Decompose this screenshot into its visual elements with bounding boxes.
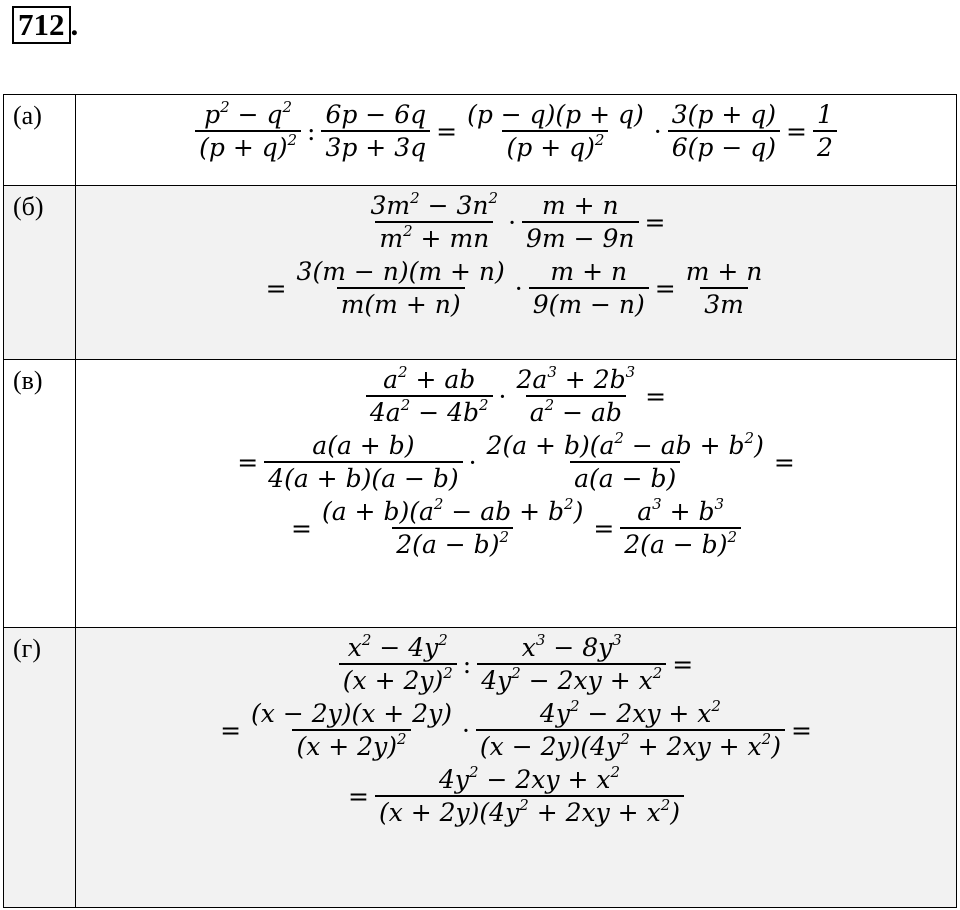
fraction-numerator: m + n — [541, 191, 619, 220]
row-label: (б) — [4, 186, 76, 360]
operator: = — [773, 447, 795, 477]
problem-number-box: 712 — [12, 6, 71, 44]
fraction-denominator: m(m + n) — [337, 287, 465, 319]
fraction-denominator: 9(m − n) — [529, 287, 649, 319]
fraction-denominator: $(x + 2y)(4y^2 + 2xy + x^2)$ — [375, 795, 684, 827]
fraction — [620, 494, 741, 559]
fraction-numerator: 3(p + q) — [671, 100, 777, 129]
fraction-denominator: 3p + 3q — [321, 130, 430, 162]
operator: · — [653, 116, 662, 146]
fraction — [321, 101, 430, 161]
operator: = — [436, 116, 458, 146]
fraction — [476, 696, 785, 761]
row-label: (г) — [4, 628, 76, 908]
operator: : — [307, 116, 316, 146]
operator: · — [514, 273, 523, 303]
fraction-denominator: $2(a - b)^2$ — [392, 527, 513, 559]
fraction — [529, 258, 649, 318]
operator: = — [593, 513, 615, 543]
operator: = — [654, 273, 676, 303]
fraction — [367, 188, 503, 253]
fraction-numerator: m + n — [685, 257, 763, 286]
fraction-denominator: $(x + 2y)^2$ — [292, 729, 410, 761]
operator: = — [237, 447, 259, 477]
fraction-denominator: 6(p − q) — [668, 130, 780, 162]
fraction-numerator: $a^3 + b^3$ — [637, 494, 725, 526]
solution-row — [4, 95, 957, 186]
fraction — [682, 258, 767, 318]
fraction-denominator: $(x - 2y)(4y^2 + 2xy + x^2)$ — [476, 729, 785, 761]
fraction-numerator: a(a + b) — [312, 431, 415, 460]
operator: = — [645, 381, 667, 411]
fraction-denominator: a(a − b) — [570, 461, 680, 493]
fraction-numerator: $x^2 - 4y^2$ — [347, 630, 448, 662]
fraction — [264, 432, 462, 492]
fraction-denominator: $(x + 2y)^2$ — [339, 663, 457, 695]
equation-line — [76, 258, 956, 318]
equation-line — [76, 696, 956, 761]
fraction-denominator: $4y^2 - 2xy + x^2$ — [477, 663, 666, 695]
operator: = — [786, 116, 807, 146]
fraction-denominator: 4(a + b)(a − b) — [264, 461, 462, 493]
fraction-numerator: $x^3 - 8y^3$ — [521, 630, 622, 662]
solution-row — [4, 186, 957, 360]
fraction-numerator: $p^2 - q^2$ — [204, 97, 293, 129]
fraction-denominator: $2(a - b)^2$ — [620, 527, 741, 559]
fraction-numerator: (p − q)(p + q) — [467, 100, 644, 129]
fraction-numerator: 3(m − n)(m + n) — [296, 257, 505, 286]
fraction — [463, 101, 648, 161]
fraction-denominator: 9m − 9n — [522, 221, 638, 253]
equation-line — [76, 762, 956, 827]
operator: · — [468, 447, 477, 477]
fraction — [477, 630, 666, 695]
operator: = — [265, 273, 287, 303]
solution-row — [4, 628, 957, 908]
fraction — [339, 630, 457, 695]
fraction-numerator: $3m^2 - 3n^2$ — [370, 188, 499, 220]
solution-table — [3, 94, 957, 908]
fraction — [513, 362, 640, 427]
solution-table-body — [4, 95, 957, 908]
fraction — [813, 101, 837, 161]
fraction-numerator: m + n — [550, 257, 628, 286]
fraction-denominator: 2 — [813, 130, 837, 162]
math-cell — [76, 360, 957, 628]
problem-number — [12, 6, 78, 44]
operator: · — [508, 207, 517, 237]
operator: : — [462, 649, 472, 679]
fraction-numerator: 1 — [816, 100, 833, 129]
fraction-numerator: $2a^3 + 2b^3$ — [516, 362, 636, 394]
solution-row — [4, 360, 957, 628]
math-cell — [76, 186, 957, 360]
equation-line — [76, 630, 956, 695]
equation-line — [76, 494, 956, 559]
operator: = — [644, 207, 666, 237]
fraction-numerator: $2(a + b)(a^2$ − ab + $b^2$) — [486, 428, 764, 460]
row-label: (а) — [4, 95, 76, 186]
fraction — [483, 428, 768, 493]
fraction-numerator: (x − 2y)(x + 2y) — [251, 699, 452, 728]
equation-line — [76, 188, 956, 253]
operator: = — [291, 513, 312, 543]
fraction — [668, 101, 780, 161]
fraction — [293, 258, 509, 318]
fraction — [247, 700, 456, 760]
fraction — [375, 762, 684, 827]
math-cell — [76, 95, 957, 186]
fraction-numerator: $4y^2 - 2xy + x^2$ — [438, 762, 620, 794]
math-cell — [76, 628, 957, 908]
operator: = — [790, 715, 812, 745]
equation-line — [76, 428, 956, 493]
equation-line — [76, 362, 956, 427]
operator: = — [672, 649, 694, 679]
fraction-denominator: $4a^2 - 4b^2$ — [366, 395, 493, 427]
fraction — [522, 192, 638, 252]
fraction-numerator: 6p − 6q — [325, 100, 427, 129]
fraction-denominator: 3m — [700, 287, 748, 319]
fraction-denominator: $a^2$ − ab — [526, 395, 626, 427]
row-label: (в) — [4, 360, 76, 628]
operator: · — [461, 715, 470, 745]
fraction-numerator: $a^2$ + ab — [383, 362, 476, 394]
operator: = — [220, 715, 242, 745]
fraction — [195, 97, 301, 162]
operator: · — [498, 381, 507, 411]
operator: = — [348, 781, 369, 811]
problem-number-dot: . — [70, 7, 79, 42]
fraction — [318, 494, 587, 559]
fraction — [366, 362, 493, 427]
fraction-numerator: $(a + b)(a^2$ − ab + $b^2$) — [321, 494, 584, 526]
fraction-numerator: $4y^2 - 2xy + x^2$ — [539, 696, 721, 728]
equation-line — [76, 97, 956, 162]
fraction-denominator: $(p + q)^2$ — [502, 130, 608, 162]
fraction-denominator: $(p + q)^2$ — [195, 130, 301, 162]
fraction-denominator: $m^2$ + mn — [375, 221, 493, 253]
